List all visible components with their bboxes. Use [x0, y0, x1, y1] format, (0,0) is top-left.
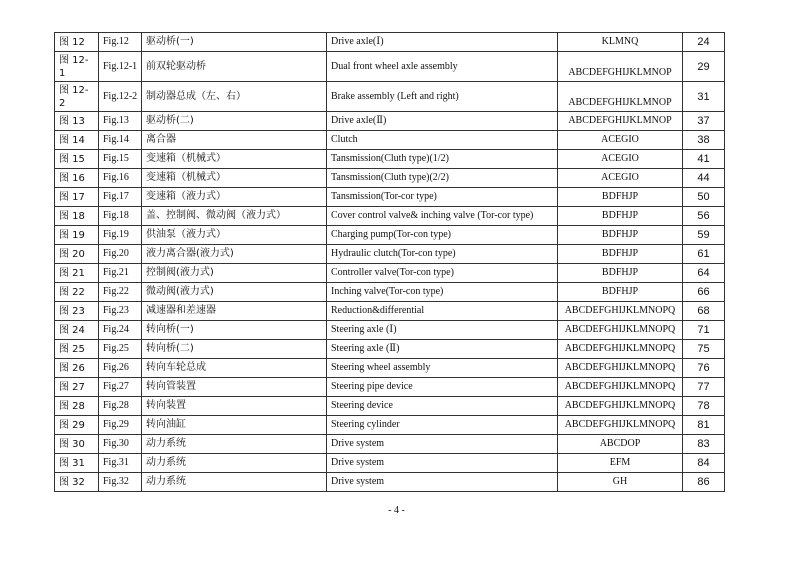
- model-codes: ABCDEFGHIJKLMNOPQ: [558, 378, 683, 397]
- model-codes: BDFHJP: [558, 245, 683, 264]
- title-cn: 变速箱（液力式）: [142, 188, 327, 207]
- model-codes: ACEGIO: [558, 169, 683, 188]
- figure-number-cn: 图 12-1: [55, 52, 99, 82]
- table-row: [55, 283, 725, 302]
- table-row: [55, 169, 725, 188]
- title-en: Charging pump(Tor-con type): [327, 226, 558, 245]
- model-codes: BDFHJP: [558, 188, 683, 207]
- figure-number-cn: 图 25: [55, 340, 99, 359]
- table-row: [55, 473, 725, 492]
- page-ref: 76: [683, 359, 725, 378]
- model-codes: ABCDEFGHIJKLMNOPQ: [558, 416, 683, 435]
- model-codes: KLMNQ: [558, 33, 683, 52]
- parts-index-body: [55, 33, 725, 492]
- title-en: Steering axle (Ⅰ): [327, 321, 558, 340]
- figure-number-cn: 图 19: [55, 226, 99, 245]
- figure-number-cn: 图 13: [55, 112, 99, 131]
- title-en: Steering pipe device: [327, 378, 558, 397]
- model-codes: ABCDEFGHIJKLMNOPQ: [558, 302, 683, 321]
- title-en: Drive axle(Ⅰ): [327, 33, 558, 52]
- figure-number-en: Fig.24: [99, 321, 142, 340]
- model-codes: ACEGIO: [558, 131, 683, 150]
- model-codes: EFM: [558, 454, 683, 473]
- table-row: [55, 378, 725, 397]
- page-number: - 4 -: [388, 505, 405, 516]
- title-cn: 转向装置: [142, 397, 327, 416]
- figure-number-cn: 图 12-2: [55, 82, 99, 112]
- title-cn: 离合器: [142, 131, 327, 150]
- table-row: [55, 33, 725, 52]
- figure-number-en: Fig.21: [99, 264, 142, 283]
- figure-number-cn: 图 16: [55, 169, 99, 188]
- model-codes: ACEGIO: [558, 150, 683, 169]
- figure-number-en: Fig.23: [99, 302, 142, 321]
- table-row: [55, 359, 725, 378]
- title-cn: 动力系统: [142, 454, 327, 473]
- title-en: Dual front wheel axle assembly: [327, 52, 558, 82]
- figure-number-cn: 图 21: [55, 264, 99, 283]
- title-cn: 制动器总成（左、右）: [142, 82, 327, 112]
- table-row: [55, 264, 725, 283]
- figure-number-en: Fig.16: [99, 169, 142, 188]
- title-en: Controller valve(Tor-con type): [327, 264, 558, 283]
- figure-number-cn: 图 28: [55, 397, 99, 416]
- title-en: Tansmission(Cluth type)(1/2): [327, 150, 558, 169]
- table-row: [55, 52, 725, 82]
- table-row: [55, 207, 725, 226]
- model-codes: ABCDEFGHIJKLMNOPQ: [558, 397, 683, 416]
- title-cn: 转向车轮总成: [142, 359, 327, 378]
- model-codes: BDFHJP: [558, 207, 683, 226]
- page-ref: 86: [683, 473, 725, 492]
- table-row: [55, 226, 725, 245]
- figure-number-cn: 图 32: [55, 473, 99, 492]
- title-en: Tansmission(Tor-cor type): [327, 188, 558, 207]
- model-codes: ABCDEFGHIJKLMNOPQ: [558, 321, 683, 340]
- title-cn: 前双轮驱动桥: [142, 52, 327, 82]
- figure-number-en: Fig.12-2: [99, 82, 142, 112]
- figure-number-en: Fig.15: [99, 150, 142, 169]
- page-ref: 75: [683, 340, 725, 359]
- model-codes: BDFHJP: [558, 283, 683, 302]
- table-row: [55, 245, 725, 264]
- figure-number-en: Fig.14: [99, 131, 142, 150]
- figure-number-cn: 图 17: [55, 188, 99, 207]
- title-cn: 盖、控制阀、微动阀（液力式）: [142, 207, 327, 226]
- model-codes: BDFHJP: [558, 264, 683, 283]
- figure-number-cn: 图 27: [55, 378, 99, 397]
- figure-number-en: Fig.22: [99, 283, 142, 302]
- page-ref: 61: [683, 245, 725, 264]
- table-row: [55, 150, 725, 169]
- figure-number-cn: 图 15: [55, 150, 99, 169]
- figure-number-cn: 图 14: [55, 131, 99, 150]
- table-row: [55, 416, 725, 435]
- title-cn: 转向油缸: [142, 416, 327, 435]
- figure-number-cn: 图 22: [55, 283, 99, 302]
- figure-number-en: Fig.26: [99, 359, 142, 378]
- title-en: Brake assembly (Left and right): [327, 82, 558, 112]
- page-ref: 38: [683, 131, 725, 150]
- title-cn: 变速箱（机械式）: [142, 169, 327, 188]
- table-row: [55, 340, 725, 359]
- table-row: [55, 302, 725, 321]
- title-cn: 减速器和差速器: [142, 302, 327, 321]
- title-cn: 转向桥(一): [142, 321, 327, 340]
- figure-number-en: Fig.30: [99, 435, 142, 454]
- title-cn: 动力系统: [142, 473, 327, 492]
- figure-number-en: Fig.31: [99, 454, 142, 473]
- figure-number-en: Fig.12: [99, 33, 142, 52]
- figure-number-en: Fig.12-1: [99, 52, 142, 82]
- page-ref: 37: [683, 112, 725, 131]
- title-cn: 动力系统: [142, 435, 327, 454]
- title-cn: 转向桥(二): [142, 340, 327, 359]
- page-ref: 66: [683, 283, 725, 302]
- title-en: Cover control valve& inching valve (Tor-cor type): [327, 207, 558, 226]
- title-cn: 驱动桥(二): [142, 112, 327, 131]
- figure-number-en: Fig.25: [99, 340, 142, 359]
- title-en: Clutch: [327, 131, 558, 150]
- figure-number-en: Fig.18: [99, 207, 142, 226]
- figure-number-cn: 图 24: [55, 321, 99, 340]
- model-codes: ABCDEFGHIJKLMNOPQ: [558, 340, 683, 359]
- title-cn: 驱动桥(一): [142, 33, 327, 52]
- title-cn: 转向管装置: [142, 378, 327, 397]
- table-row: [55, 321, 725, 340]
- table-row: [55, 397, 725, 416]
- figure-number-cn: 图 20: [55, 245, 99, 264]
- figure-number-cn: 图 26: [55, 359, 99, 378]
- figure-number-cn: 图 18: [55, 207, 99, 226]
- title-en: Hydraulic clutch(Tor-con type): [327, 245, 558, 264]
- figure-number-en: Fig.17: [99, 188, 142, 207]
- title-cn: 控制阀(液力式): [142, 264, 327, 283]
- page-ref: 56: [683, 207, 725, 226]
- title-en: Reduction&differential: [327, 302, 558, 321]
- model-codes: ABCDEFGHIJKLMNOPQ: [558, 359, 683, 378]
- title-en: Steering axle (Ⅱ): [327, 340, 558, 359]
- page-ref: 50: [683, 188, 725, 207]
- table-row: [55, 131, 725, 150]
- parts-index-table: [54, 32, 725, 492]
- page-ref: 24: [683, 33, 725, 52]
- page-ref: 29: [683, 52, 725, 82]
- figure-number-cn: 图 31: [55, 454, 99, 473]
- title-en: Drive system: [327, 454, 558, 473]
- model-codes: ABCDOP: [558, 435, 683, 454]
- title-en: Drive system: [327, 435, 558, 454]
- title-en: Inching valve(Tor-con type): [327, 283, 558, 302]
- figure-number-en: Fig.27: [99, 378, 142, 397]
- figure-number-en: Fig.28: [99, 397, 142, 416]
- title-en: Tansmission(Cluth type)(2/2): [327, 169, 558, 188]
- title-en: Drive axle(Ⅱ): [327, 112, 558, 131]
- model-codes: ABCDEFGHIJKLMNOP: [558, 52, 683, 82]
- figure-number-en: Fig.20: [99, 245, 142, 264]
- title-en: Drive system: [327, 473, 558, 492]
- page-ref: 81: [683, 416, 725, 435]
- figure-number-cn: 图 29: [55, 416, 99, 435]
- figure-number-cn: 图 30: [55, 435, 99, 454]
- page-ref: 71: [683, 321, 725, 340]
- title-en: Steering device: [327, 397, 558, 416]
- figure-number-en: Fig.29: [99, 416, 142, 435]
- table-row: [55, 82, 725, 112]
- table-row: [55, 112, 725, 131]
- table-row: [55, 454, 725, 473]
- figure-number-en: Fig.13: [99, 112, 142, 131]
- page-ref: 59: [683, 226, 725, 245]
- page-ref: 68: [683, 302, 725, 321]
- title-cn: 微动阀(液力式): [142, 283, 327, 302]
- model-codes: BDFHJP: [558, 226, 683, 245]
- model-codes: ABCDEFGHIJKLMNOP: [558, 112, 683, 131]
- page-ref: 78: [683, 397, 725, 416]
- page-ref: 83: [683, 435, 725, 454]
- figure-number-cn: 图 23: [55, 302, 99, 321]
- table-row: [55, 435, 725, 454]
- page-ref: 44: [683, 169, 725, 188]
- figure-number-cn: 图 12: [55, 33, 99, 52]
- title-cn: 变速箱（机械式）: [142, 150, 327, 169]
- title-en: Steering cylinder: [327, 416, 558, 435]
- title-cn: 液力离合器(液力式): [142, 245, 327, 264]
- figure-number-en: Fig.32: [99, 473, 142, 492]
- model-codes: ABCDEFGHIJKLMNOP: [558, 82, 683, 112]
- title-en: Steering wheel assembly: [327, 359, 558, 378]
- title-cn: 供油泵（液力式）: [142, 226, 327, 245]
- page-ref: 77: [683, 378, 725, 397]
- figure-number-en: Fig.19: [99, 226, 142, 245]
- page-ref: 41: [683, 150, 725, 169]
- page-ref: 84: [683, 454, 725, 473]
- model-codes: GH: [558, 473, 683, 492]
- table-row: [55, 188, 725, 207]
- page-ref: 64: [683, 264, 725, 283]
- page-ref: 31: [683, 82, 725, 112]
